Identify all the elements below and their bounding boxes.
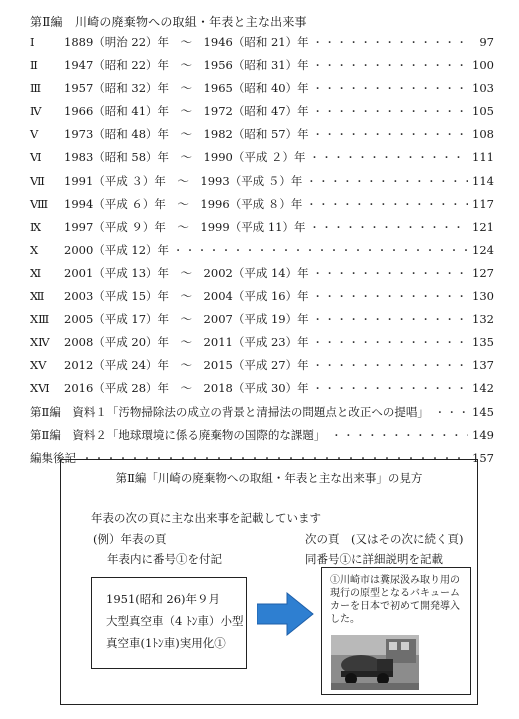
guide-intro: 年表の次の頁に主な出来事を記載しています — [91, 511, 321, 525]
leader-dots — [313, 57, 468, 72]
toc-number: Ⅺ — [30, 265, 42, 280]
next-page-note: 同番号①に詳細説明を記載 — [305, 552, 443, 566]
leader-dots — [309, 149, 468, 164]
leader-dots — [331, 427, 468, 442]
detail-line: ①川崎市は糞尿汲み取り用の — [330, 575, 460, 586]
toc-row[interactable] — [30, 242, 494, 265]
toc-row[interactable] — [30, 219, 494, 242]
toc-page: 124 — [472, 242, 494, 257]
toc-row[interactable] — [30, 103, 494, 126]
toc-range: 2003（平成 15）年 ～ 2004（平成 16）年 — [64, 289, 309, 304]
toc-page: 127 — [472, 265, 494, 280]
toc-number: XⅤ — [30, 358, 47, 373]
toc-page: 103 — [472, 81, 494, 96]
leader-dots — [313, 288, 468, 303]
leader-dots — [313, 311, 468, 326]
toc-row[interactable] — [30, 149, 494, 172]
toc-page: 105 — [472, 104, 494, 119]
leader-dots — [313, 357, 468, 372]
toc-range: 1991（平成 ３）年 ～ 1993（平成 ５）年 — [64, 173, 303, 188]
toc-row[interactable] — [30, 334, 494, 357]
toc-range: 1957（昭和 32）年 ～ 1965（昭和 40）年 — [64, 81, 309, 96]
toc-label: 編集後記 — [30, 450, 76, 465]
toc-row[interactable] — [30, 380, 494, 403]
toc-range: 2000（平成 12）年 — [64, 242, 170, 257]
toc-label: 第Ⅱ編 資料１「汚物掃除法の成立の背景と清掃法の問題点と改正への提唱」 — [30, 404, 429, 419]
toc-range: 1966（昭和 41）年 ～ 1972（昭和 47）年 — [64, 104, 309, 119]
toc-row[interactable] — [30, 357, 494, 380]
leader-dots — [309, 219, 468, 234]
leader-dots — [306, 173, 468, 188]
toc-number: Ⅳ — [30, 104, 42, 119]
leader-dots — [313, 126, 468, 141]
example-line: 1951(昭和 26)年９月 — [106, 592, 221, 606]
toc-page: 137 — [472, 358, 494, 373]
detail-line: カーを日本で初めて開発導入 — [330, 601, 460, 612]
toc-row[interactable] — [30, 34, 494, 57]
toc-row[interactable] — [30, 265, 494, 288]
toc-range: 1997（平成 ９）年 ～ 1999（平成 11）年 — [64, 219, 306, 234]
toc-page: 157 — [472, 450, 494, 465]
toc-range: 2016（平成 28）年 ～ 2018（平成 30）年 — [64, 381, 309, 396]
toc-page: 114 — [472, 173, 494, 188]
arrow-right-icon — [257, 591, 315, 637]
toc-row[interactable] — [30, 173, 494, 196]
toc-row[interactable] — [30, 126, 494, 149]
toc-page: 142 — [472, 381, 494, 396]
section-heading: 第Ⅱ編 川崎の廃棄物への取組・年表と主な出来事 — [30, 15, 307, 29]
toc-range: 1889（明治 22）年 ～ 1946（昭和 21）年 — [64, 35, 309, 49]
detail-line: した。 — [330, 614, 360, 625]
toc-range: 2005（平成 17）年 ～ 2007（平成 19）年 — [64, 312, 309, 327]
toc-number: Ⅻ — [30, 289, 45, 304]
toc-range: 1947（昭和 22）年 ～ 1956（昭和 31）年 — [64, 58, 309, 73]
leader-dots — [313, 334, 468, 349]
toc-number: Ⅸ — [30, 219, 42, 234]
example-label: (例）年表の頁 — [93, 532, 167, 546]
toc-number: Ⅰ — [30, 35, 35, 49]
table-of-contents — [30, 34, 494, 473]
toc-page: 130 — [472, 289, 494, 304]
toc-page: 135 — [472, 335, 494, 350]
toc-page: 132 — [472, 312, 494, 327]
toc-range: 1973（昭和 48）年 ～ 1982（昭和 57）年 — [64, 127, 309, 142]
toc-row[interactable] — [30, 80, 494, 103]
next-page-label: 次の頁 (又はその次に続く頁) — [305, 532, 464, 546]
how-to-read-box — [60, 459, 478, 705]
detail-line: 現行の原型となるバキューム — [330, 588, 460, 599]
toc-range: 1994（平成 ６）年 ～ 1996（平成 ８）年 — [64, 196, 303, 211]
toc-number: Ⅴ — [30, 127, 39, 142]
vacuum-truck-photo — [331, 635, 419, 690]
toc-range: 1983（昭和 58）年 ～ 1990（平成 ２）年 — [64, 150, 306, 165]
toc-number: Ⅹ — [30, 242, 39, 257]
toc-page: 149 — [472, 427, 494, 442]
toc-number: Ⅷ — [30, 196, 49, 211]
leader-dots — [313, 80, 468, 95]
toc-number: XⅢ — [30, 312, 50, 327]
leader-dots — [435, 404, 468, 419]
example-line: 真空車(1ﾄﾝ車)実用化① — [106, 636, 226, 650]
toc-range: 2008（平成 20）年 ～ 2011（平成 23）年 — [64, 335, 309, 350]
guide-title: 第Ⅱ編「川崎の廃棄物への取組・年表と主な出来事」の見方 — [115, 471, 423, 485]
toc-number: Ⅶ — [30, 173, 45, 188]
toc-page: 97 — [479, 35, 494, 49]
toc-range: 2012（平成 24）年 ～ 2015（平成 27）年 — [64, 358, 309, 373]
leader-dots — [313, 34, 468, 49]
toc-row-material-2[interactable] — [30, 427, 494, 450]
leader-dots — [306, 196, 468, 211]
toc-number: XⅥ — [30, 381, 50, 396]
leader-dots — [173, 242, 468, 257]
toc-page: 121 — [472, 219, 494, 234]
example-line: 大型真空車（4 ﾄﾝ車）小型 — [106, 614, 244, 628]
toc-row-material-1[interactable] — [30, 404, 494, 427]
toc-number: Ⅲ — [30, 81, 42, 96]
toc-page: 117 — [472, 196, 494, 211]
example-note: 年表内に番号①を付記 — [107, 552, 222, 566]
toc-row[interactable] — [30, 311, 494, 334]
leader-dots — [313, 265, 468, 280]
toc-page: 108 — [472, 127, 494, 142]
toc-page: 111 — [472, 150, 494, 165]
toc-row[interactable] — [30, 288, 494, 311]
toc-number: Ⅵ — [30, 150, 42, 165]
toc-number: XⅣ — [30, 335, 50, 350]
detail-box — [321, 567, 471, 695]
toc-number: Ⅱ — [30, 58, 38, 73]
toc-row[interactable] — [30, 57, 494, 80]
toc-label: 第Ⅱ編 資料２「地球環境に係る廃棄物の国際的な課題」 — [30, 427, 326, 442]
leader-dots — [313, 380, 468, 395]
toc-page: 145 — [472, 404, 494, 419]
toc-page: 100 — [472, 58, 494, 73]
toc-range: 2001（平成 13）年 ～ 2002（平成 14）年 — [64, 265, 309, 280]
example-entry-box — [91, 577, 247, 669]
toc-row[interactable] — [30, 196, 494, 219]
leader-dots — [313, 103, 468, 118]
